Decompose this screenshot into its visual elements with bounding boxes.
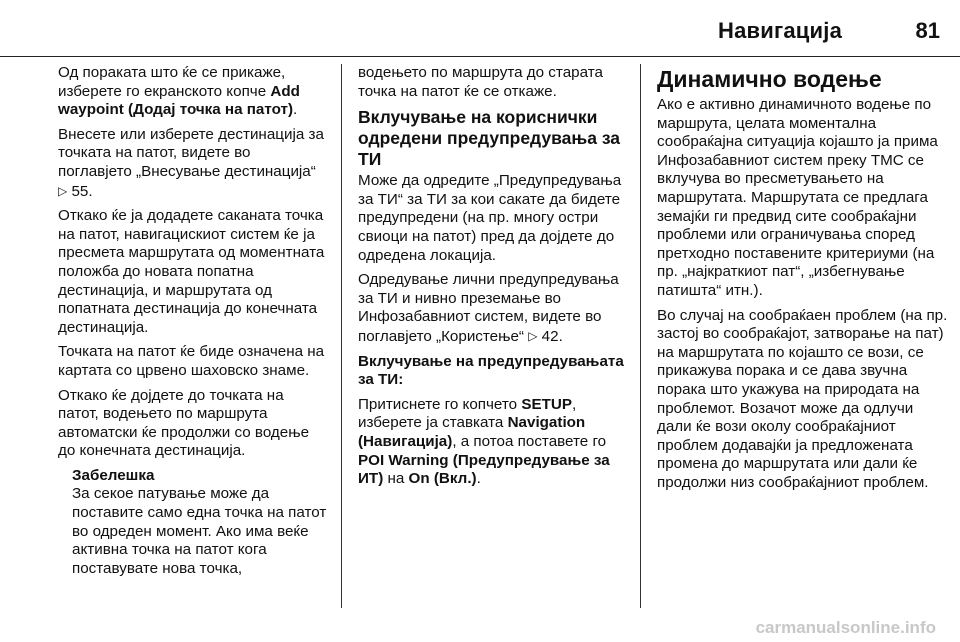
- section-heading: Вклучување на кориснички одредени предупредувања за ТИ: [358, 107, 621, 170]
- column-1: [58, 64, 328, 584]
- menu-reference: POI Warning (Предупредување за ИТ): [358, 451, 610, 488]
- paragraph: Од пораката што ќе се прикаже, изберете го екранското копче Add waypoint (Додај точка на патот).: [58, 64, 300, 119]
- paragraph: Внесете или изберете дестинација за точката на патот, видете во поглавјето „Внесување дестинација“ ▷ 55.: [58, 125, 324, 200]
- paragraph: Може да одредите „Предупредувања за ТИ“ за ТИ за кои сакате да бидете предупредени (на пр. многу остри свиоци на патот) пред да дојдете до одредена локација.: [358, 172, 622, 264]
- button-reference: SETUP: [521, 395, 572, 413]
- menu-reference: Navigation (Навигација): [358, 414, 586, 450]
- page-reference: 42: [541, 327, 559, 345]
- header-rule: [0, 56, 960, 57]
- column-3: [657, 64, 949, 498]
- paragraph: Ако е активно динамичното водење по маршрута, целата моментална сообраќајна ситуација којашто ја прима Инфозабавниот систем преку TMC се вклучува во пресметувањето на маршрутата. Маршрутата се предлага земајќи ги предвид сите сообраќајни проблеми или ограничувања според претходно поставените критериуми (на пр. „најкраткиот пат“, „избегнување патишта“ итн.).: [657, 96, 938, 299]
- paragraph: Откако ќе дојдете до точката на патот, водењето по маршрута автоматски ќе продолжи со водење до конечната дестинација.: [58, 386, 310, 460]
- page-reference-icon: ▷: [528, 328, 538, 343]
- column-2: [358, 64, 630, 495]
- paragraph: Точката на патот ќе биде означена на картата со црвено шаховско знаме.: [58, 343, 325, 379]
- paragraph: Во случај на сообраќаен проблем (на пр. застој во сообраќајот, затворање на пат) на маршрутата по којашто се вози, се прикажува порака и се дава звучна порака што укажува на природата на проблемот. Возачот може да одлучи дали ќе вози околу сообраќајниот проблем додавајќи ја предложената промена до маршрутата или дали ќе продолжи низ сообраќајниот проблем.: [657, 306, 948, 491]
- paragraph: Притиснете го копчето SETUP, изберете ја ставката Navigation (Навигација), а потоа поставете го POI Warning (Предупредување за ИТ) на On (Вкл.).: [358, 395, 610, 488]
- note-text: За секое патување може да поставите само една точка на патот во одреден момент. Ако има веќе активна точка на патот кога поставувате нова точка,: [72, 485, 327, 577]
- paragraph: Откако ќе ја додадете саканата точка на патот, навигацискиот систем ќе ја пресмета маршрутата од моментната положба до новата попатна дестинација, и маршрутата од попатната дестинација до конечната дестинација.: [58, 207, 325, 336]
- column-divider: [640, 64, 641, 608]
- column-divider: [341, 64, 342, 608]
- watermark: carmanualsonline.info: [755, 618, 936, 637]
- note-title: Забелешка: [72, 466, 155, 484]
- button-reference: Add waypoint (Додај точка на патот): [58, 82, 300, 119]
- subheading: Вклучување на предупредувањата за ТИ:: [358, 352, 624, 389]
- paragraph: водењето по маршрута до старата точка на патот ќе се откаже.: [358, 64, 603, 100]
- page-reference-icon: ▷: [58, 183, 68, 198]
- note-block: [72, 467, 328, 579]
- setting-reference: On (Вкл.): [408, 470, 477, 488]
- paragraph: Одредување лични предупредувања за ТИ и нивно преземање во Инфозабавниот систем, видете во поглавјето „Користење“ ▷ 42.: [358, 271, 619, 345]
- page-number: 81: [915, 18, 940, 43]
- page-reference: 55: [71, 182, 89, 200]
- page-title: Навигација: [718, 18, 842, 43]
- section-heading: Динамично водење: [657, 66, 882, 92]
- page-header: [0, 0, 960, 56]
